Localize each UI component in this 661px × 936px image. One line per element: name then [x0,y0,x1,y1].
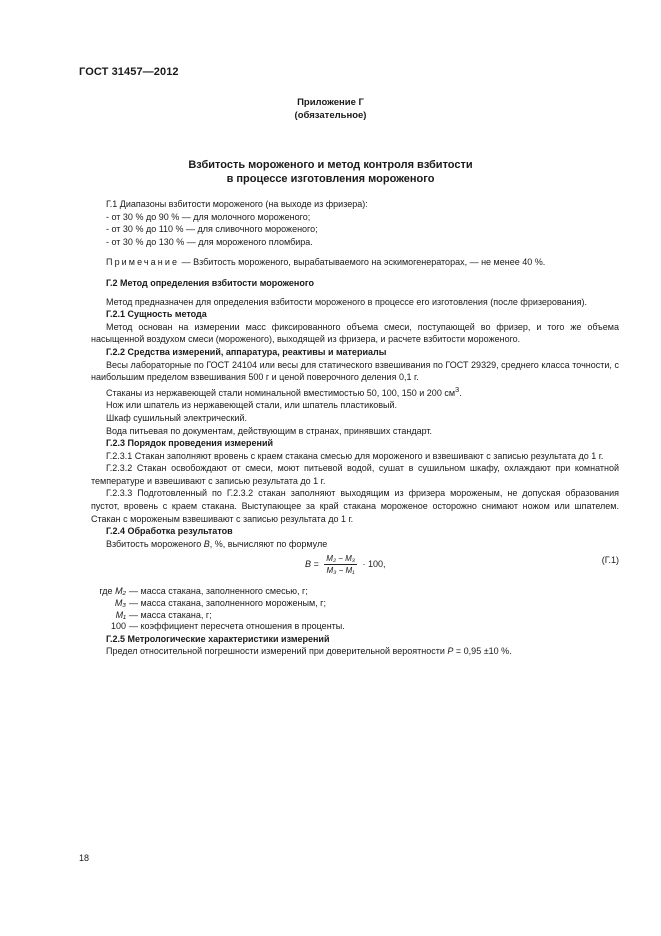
section-g2-heading: Г.2 Метод определения взбитости мороженого [106,277,314,288]
text-span: , %, вычисляют по формуле [209,538,328,549]
legend-desc: — коэффициент пересчета отношения в проценты. [129,621,345,632]
paragraph: Г.2.3.1 Стакан заполняют вровень с краем стакана смесью для мороженого и взвешивают с записью результата до 1 г. [106,450,604,461]
text-span: Предел относительной погрешности измерений при доверительной вероятности [106,646,445,657]
paragraph: Весы лабораторные по ГОСТ 24104 или весы для статического взвешивания по ГОСТ 29329, среднего класса точности, с наибольшим пределом взвешивания 500 г и ценой поверочного деления 0,1 г. [91,359,619,383]
equation-number: (Г.1) [601,555,619,566]
fraction [324,553,357,576]
paragraph: Нож или шпатель из нержавеющей стали, или шпатель пластиковый. [106,400,398,411]
formula-legend [79,586,619,632]
document-title [0,158,661,186]
symbol: M₂ [115,586,126,597]
title-line-1: Взбитость мороженого и метод контроля взбитости [188,159,473,171]
legend-desc: — масса стакана, г; [129,609,212,620]
symbol: M₃ [114,598,126,609]
formula-expression [305,553,385,576]
note [91,256,619,269]
subsection-heading: Г.2.2 Средства измерений, аппаратура, реактивы и материалы [106,346,387,357]
legend-row [79,621,619,633]
section-g1-lead: Г.1 Диапазоны взбитости мороженого (на выходе из фризера): [106,199,368,209]
paragraph [91,538,619,551]
list-item: - от 30 % до 90 % — для молочного мороженого; [106,211,311,222]
list-item: - от 30 % до 110 % — для сливочного мороженого; [106,224,318,235]
superscript: 3 [455,384,460,394]
subsection-heading: Г.2.1 Сущность метода [106,309,207,320]
subsection-heading: Г.2.3 Порядок проведения измерений [106,438,274,449]
legend-symbol [79,610,129,622]
legend-desc: — масса стакана, заполненного мороженым, г; [129,598,326,609]
paragraph: Вода питьевая по документам, действующим в странах, принявших стандарт. [106,425,433,436]
note-label: Примечание [106,257,180,268]
document-header: ГОСТ 31457—2012 [79,66,179,78]
legend-symbol [79,586,129,598]
symbol: M₁ [115,609,126,620]
text-span: = 0,95 ±10 %. [455,646,512,657]
paragraph: Стаканы из нержавеющей стали номинальной вместимостью 50, 100, 150 и 200 $см^3$. [106,384,462,398]
denominator: M₃ − M₁ [326,566,355,576]
symbol: 100 [110,621,126,632]
appendix-status: (обязательное) [294,110,367,121]
note-text: — Взбитость мороженого, вырабатываемого на эскимогенераторах, — не менее 40 %. [181,257,546,268]
variable: В [203,538,210,549]
legend-row [79,598,619,610]
legend-symbol [79,621,129,633]
page-number: 18 [79,853,90,863]
formula-lhs: В = [305,559,319,570]
cup-text: Стаканы из нержавеющей стали номинальной вместимостью 50, 100, 150 и 200 см [106,387,456,398]
title-line-2: в процессе изготовления мороженого [226,173,435,185]
document-body [91,198,619,658]
appendix-title: Приложение Г [297,97,364,108]
text-span: Взбитость мороженого [106,538,202,549]
paragraph [91,645,619,658]
paragraph: Г.2.3.3 Подготовленный по Г.2.3.2 стакан заполняют выходящим из фризера мороженым, не допуская образования пустот, вровень с краем стакана. Выступающее за край стакана мороженое осторожно снимают ножом или шпателем. Стакан с мороженым взвешивают с записью результата до 1 г. [91,488,619,524]
formula-factor: · 100, [362,559,386,570]
paragraph: Метод основан на измерении масс фиксированного объема смеси, поступающей во фризер, и того же объема насыщенной воздухом смеси (мороженого), выходящей из фризера, и расчете взбитости мороженого. [91,321,619,345]
appendix-heading [0,96,661,122]
paragraph: Г.2.3.2 Стакан освобождают от смеси, моют питьевой водой, сушат в сушильном шкафу, охлаждают при комнатной температуре и взвешивают с записью результата до 1 г. [91,463,619,486]
paragraph: Шкаф сушильный электрический. [106,412,247,423]
legend-desc: — масса стакана, заполненного смесью, г; [129,586,308,597]
legend-prefix: где [99,586,116,597]
subsection-heading: Г.2.4 Обработка результатов [106,526,233,537]
legend-row [79,586,619,598]
legend-row [79,610,619,622]
formula [91,553,619,583]
legend-symbol [79,598,129,610]
numerator: M₂ − M₃ [326,554,355,564]
paragraph: Метод предназначен для определения взбитости мороженого в процессе его изготовления (после фризерования). [106,296,587,307]
subsection-heading: Г.2.5 Метрологические характеристики измерений [106,633,330,644]
variable: Р [447,646,454,657]
list-item: - от 30 % до 130 % — для мороженого пломбира. [106,236,313,247]
